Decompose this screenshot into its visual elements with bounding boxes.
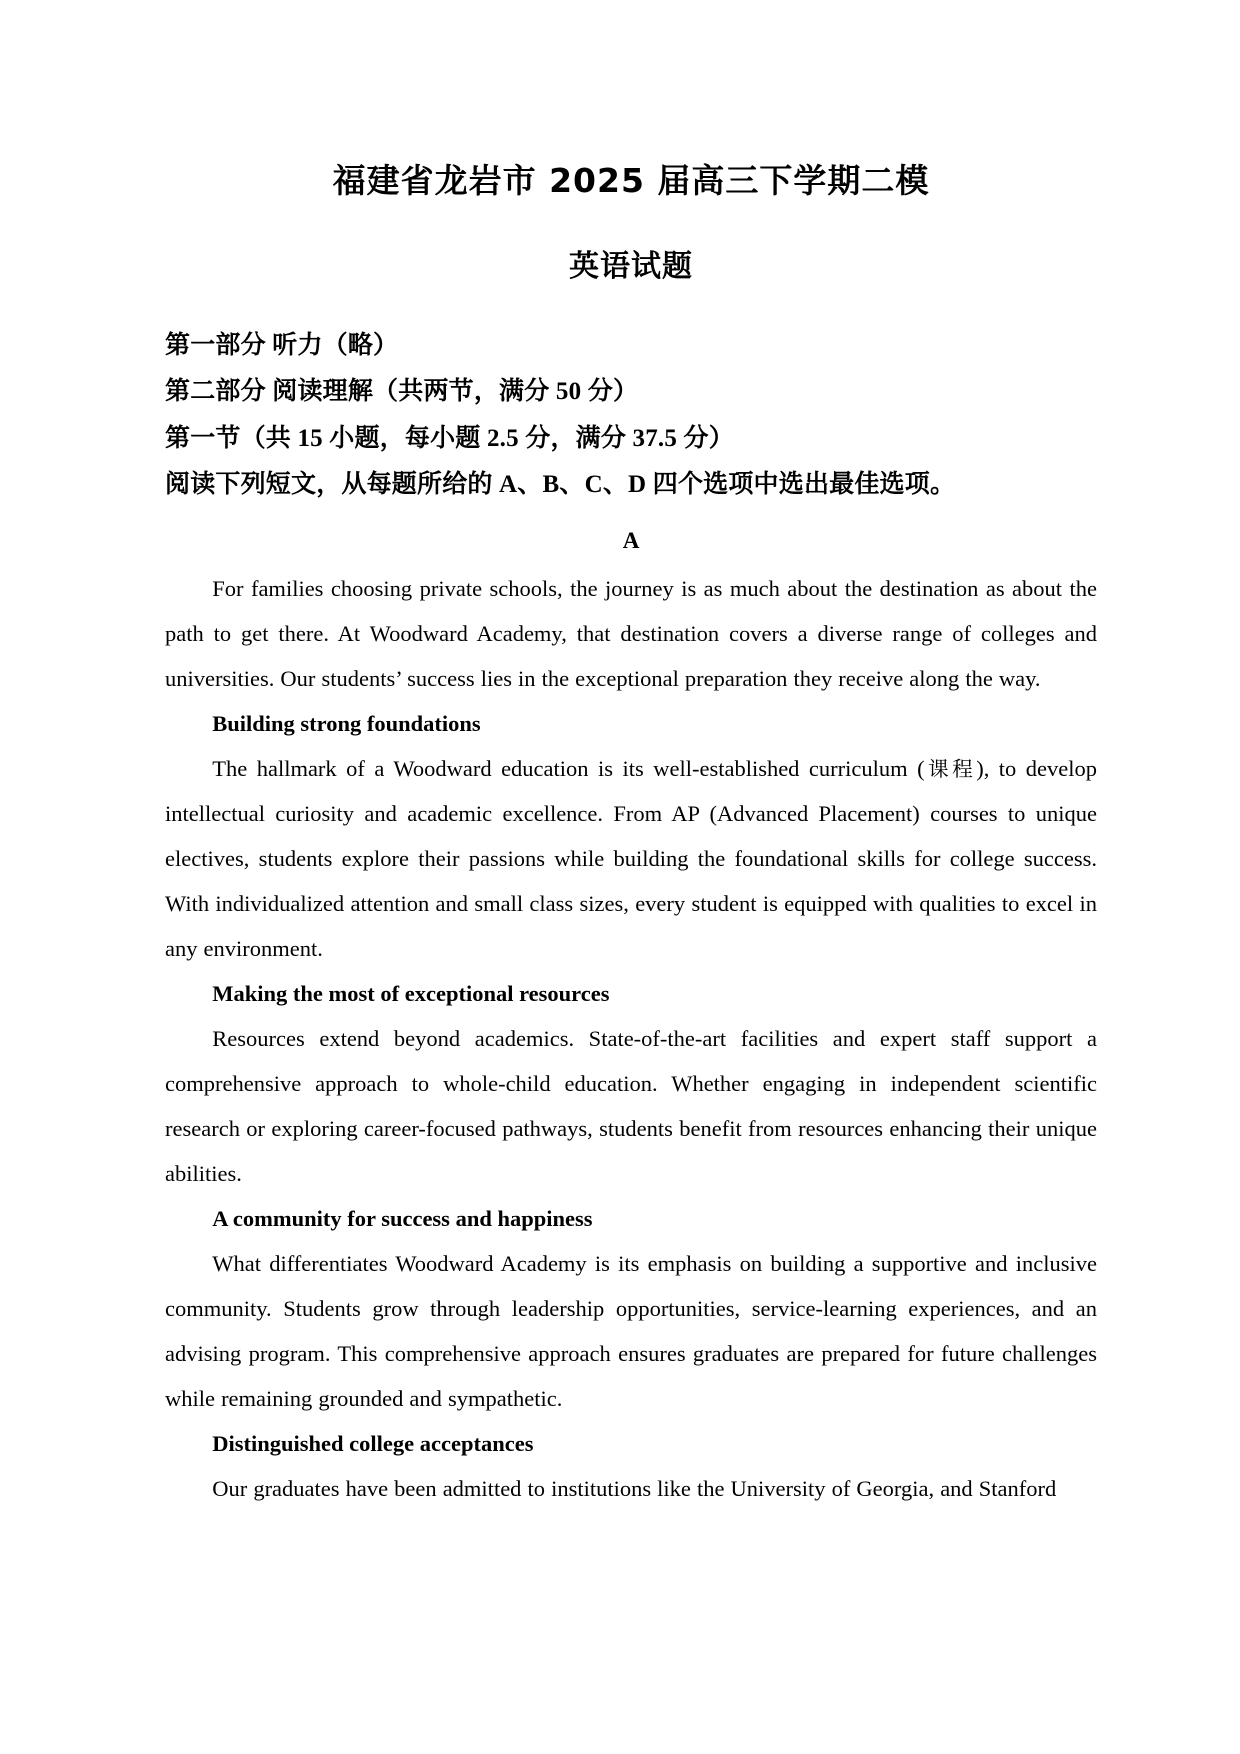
page-subtitle: 英语试题 [569,248,693,284]
instruction-section-one: 第一节（共 15 小题，每小题 2.5 分，满分 37.5 分） [165,424,734,452]
subheading-a-community-for-success-and-happiness: A community for success and happiness [212,1206,593,1232]
paragraph-text-after-gloss: ), to develop intellectual curiosity and academic excellence. From AP (Advanced Placement) courses to unique electives, students explore their passions while building the foundational skills for college success. With individualized attention and small class sizes, every student is equipped with qualities to excel in any environment. [165,756,1098,962]
subheading-making-the-most-of-exceptional-resources: Making the most of exceptional resources [212,981,610,1007]
instruction-choose-best-option: 阅读下列短文，从每题所给的 A、B、C、D 四个选项中选出最佳选项。 [165,471,956,498]
instructions-block [165,323,1097,509]
page-title: 福建省龙岩市 2025 届高三下学期二模 [332,161,930,200]
subheading-distinguished-college-acceptances: Distinguished college acceptances [212,1431,534,1457]
paragraph-text-before-gloss: The hallmark of a Woodward education is its well-established curriculum ( [212,756,925,782]
chinese-gloss-curriculum: 课程 [924,757,977,782]
instruction-part-one-listening: 第一部分 听力（略） [165,331,399,359]
passage-letter-a: A [622,527,640,553]
passage-intro-paragraph: For families choosing private schools, the journey is as much about the destination as about the path to get there. At Woodward Academy, that destination covers a diverse range of colleges and universities. Our students’ success lies in the exceptional preparation they receive along the way. [165,576,1097,692]
paragraph-community-success-happiness: What differentiates Woodward Academy is its emphasis on building a supportive and inclusive community. Students grow through leadership opportunities, service-learning experiences, and an advising program. This comprehensive approach ensures graduates are prepared for future challenges while remaining grounded and sympathetic. [165,1251,1097,1412]
instruction-part-two-reading: 第二部分 阅读理解（共两节，满分 50 分） [165,378,639,405]
paragraph-building-strong-foundations [165,746,1097,971]
paragraph-exceptional-resources: Resources extend beyond academics. State-of-the-art facilities and expert staff support a comprehensive approach to whole-child education. Whether engaging in independent scientific research or exploring career-focused pathways, students benefit from resources enhancing their unique abilities. [165,1026,1097,1187]
paragraph-distinguished-college-acceptances: Our graduates have been admitted to institutions like the University of Georgia, and Stanford [212,1476,1057,1502]
subheading-building-strong-foundations: Building strong foundations [212,711,481,737]
